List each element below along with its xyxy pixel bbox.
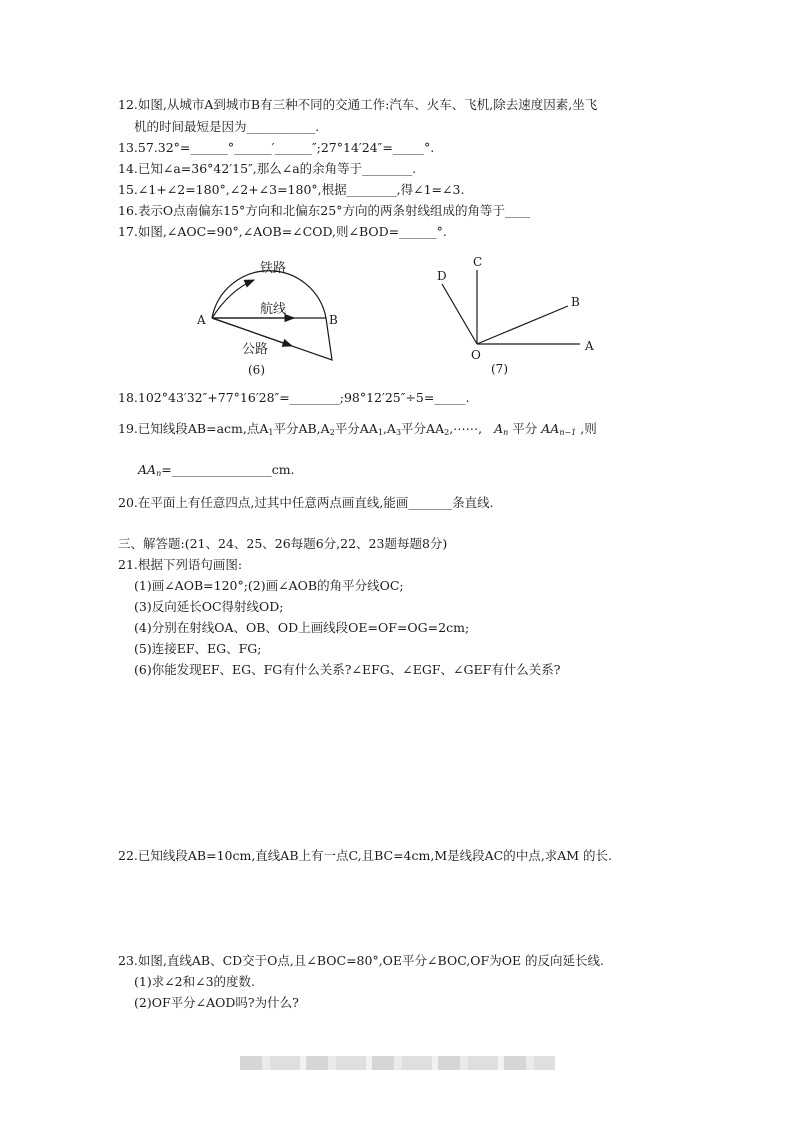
label-a7: A [585, 339, 594, 353]
label-road: 公路 [242, 342, 269, 357]
q19-part8: ,则 [580, 421, 597, 436]
railway-arrow [212, 280, 254, 318]
label-b: B [329, 313, 338, 327]
q19-part7: 平分 [512, 421, 538, 436]
q19-l2-sub: n [156, 469, 162, 478]
question-15: 15.∠1+∠2=180°,∠2+∠3=180°,根据________,得∠1=∠3. [118, 182, 465, 197]
q21-item-4: (5)连接EF、EG、FG; [134, 641, 262, 656]
label-air: 航线 [260, 302, 287, 317]
q19-l2-rest: =________________cm. [161, 462, 295, 477]
q12-line1: 12.如图,从城市A到城市B有三种不同的交通工作:汽车、火车、飞机,除去速度因素,坐飞 [118, 97, 598, 112]
question-19-line2 [138, 462, 295, 482]
question-13: 13.57.32°=______°______′______″;27°14′24″=_____°. [118, 140, 435, 155]
q19-part3: 平分AA [334, 421, 378, 436]
ray-ob [477, 306, 568, 344]
label-c: C [473, 255, 483, 269]
question-19-line1 [118, 421, 597, 441]
section-3-title: 三、解答题:(21、24、25、26每题6分,22、23题每题8分) [118, 536, 448, 551]
q12-line2: 机的时间最短是因为___________. [134, 119, 320, 134]
q19-sub4: 3 [395, 428, 402, 437]
q19-part1: 19.已知线段AB=acm,点A [118, 421, 269, 436]
q19-sub2: 2 [329, 428, 335, 437]
q19-sub1: 1 [268, 428, 274, 437]
q19-an: A [494, 421, 504, 436]
question-18: 18.102°43′32″+77°16′28″=________;98°12′25″÷5=_____. [118, 390, 470, 405]
q19-aan: AA [541, 421, 560, 436]
question-17: 17.如图,∠AOC=90°,∠AOB=∠COD,则∠BOD=______°. [118, 224, 447, 239]
q19-part5: 平分AA [401, 421, 445, 436]
q19-l2-aa: AA [138, 462, 157, 477]
q19-part2: 平分AB,A [273, 421, 330, 436]
q21-item-2: (3)反向延长OC得射线OD; [134, 599, 284, 614]
q21-title: 21.根据下列语句画图: [118, 557, 243, 572]
q19-sub3: 1 [377, 428, 383, 437]
q19-sub5: 2 [444, 428, 450, 437]
q19-aan-sub: n−1 [559, 428, 577, 437]
question-16: 16.表示O点南偏东15°方向和北偏东25°方向的两条射线组成的角等于____ [118, 203, 530, 218]
caption-6: (6) [248, 363, 265, 377]
q23-title: 23.如图,直线AB、CD交于O点,且∠BOC=80°,OE平分∠BOC,OF为OE 的反向延长线. [118, 953, 605, 968]
caption-7: (7) [491, 362, 508, 376]
label-b7: B [571, 295, 580, 309]
label-d: D [437, 269, 447, 283]
figure-7 [425, 250, 610, 380]
ray-od [442, 284, 477, 344]
label-a: A [197, 313, 206, 327]
footer-watermark-bar [240, 1056, 555, 1070]
q19-part6: ,⋯⋯, [449, 421, 483, 436]
q19-an-sub: n [503, 428, 509, 437]
q21-item-1: (1)画∠AOB=120°;(2)画∠AOB的角平分线OC; [134, 578, 404, 593]
q23-item-2: (2)OF平分∠AOD吗?为什么? [134, 995, 299, 1010]
label-rail: 铁路 [260, 261, 287, 276]
label-o: O [471, 348, 481, 362]
question-22: 22.已知线段AB=10cm,直线AB上有一点C,且BC=4cm,M是线段AC的中点,求AM 的长. [118, 848, 612, 863]
figure-6 [190, 250, 360, 380]
q19-part4: ,A [382, 421, 396, 436]
q21-item-5: (6)你能发现EF、EG、FG有什么关系?∠EFG、∠EGF、∠GEF有什么关系? [134, 662, 561, 677]
question-14: 14.已知∠a=36°42′15″,那么∠a的余角等于________. [118, 161, 417, 176]
q23-item-1: (1)求∠2和∠3的度数. [134, 974, 256, 989]
question-20: 20.在平面上有任意四点,过其中任意两点画直线,能画_______条直线. [118, 495, 494, 510]
q21-item-3: (4)分别在射线OA、OB、OD上画线段OE=OF=OG=2cm; [134, 620, 470, 635]
